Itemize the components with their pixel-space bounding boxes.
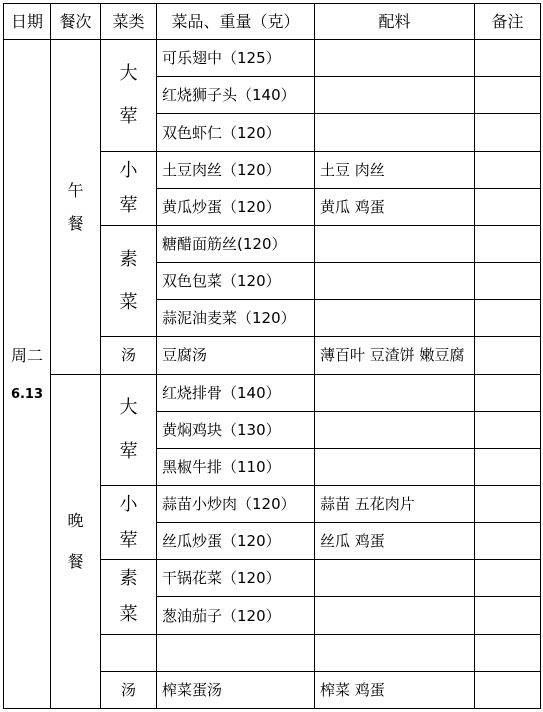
- category-char: 小: [119, 494, 138, 516]
- dish-notes: [475, 597, 541, 634]
- dish-notes: [475, 263, 541, 300]
- dish-notes: [475, 374, 541, 411]
- dish-notes: [475, 77, 541, 114]
- dish-notes: [475, 114, 541, 151]
- category-soup: 汤: [101, 671, 157, 708]
- category-soup: 汤: [101, 337, 157, 374]
- category-small-meat: [101, 486, 157, 560]
- dish-notes: [475, 225, 541, 262]
- table-row: [4, 374, 541, 411]
- dish-ingredients: [315, 263, 475, 300]
- date-num: 6.13: [10, 386, 44, 402]
- dish-name: 黄瓜炒蛋（120）: [157, 188, 315, 225]
- dish-name: 蒜苗小炒肉（120）: [157, 486, 315, 523]
- meal-lunch-char: 餐: [67, 213, 84, 233]
- dish-notes: [475, 523, 541, 560]
- dish-name: 丝瓜炒蛋（120）: [157, 523, 315, 560]
- dish-name: 榨菜蛋汤: [157, 671, 315, 708]
- dish-ingredients: [315, 597, 475, 634]
- dish-notes: [475, 634, 541, 671]
- dish-name: 红烧排骨（140）: [157, 374, 315, 411]
- category-char: 荤: [119, 195, 138, 217]
- dish-name: 土豆肉丝（120）: [157, 151, 315, 188]
- dish-ingredients: [315, 225, 475, 262]
- header-dish: 菜品、重量（克）: [157, 4, 315, 40]
- dish-notes: [475, 40, 541, 77]
- dish-notes: [475, 486, 541, 523]
- category-char: 菜: [119, 603, 138, 625]
- category-char: 大: [119, 62, 138, 84]
- dish-ingredients: 榨菜 鸡蛋: [315, 671, 475, 708]
- category-big-meat: [101, 40, 157, 151]
- dish-name: 可乐翅中（125）: [157, 40, 315, 77]
- dish-ingredients: [315, 634, 475, 671]
- dish-name: 黑椒牛排（110）: [157, 448, 315, 485]
- meal-dinner-char: 餐: [67, 552, 84, 572]
- category-empty: [101, 634, 157, 671]
- meal-dinner: [51, 374, 101, 708]
- dish-ingredients: 黄瓜 鸡蛋: [315, 188, 475, 225]
- dish-ingredients: [315, 40, 475, 77]
- header-ingredients: 配料: [315, 4, 475, 40]
- header-row: [4, 4, 541, 40]
- category-char: 荤: [119, 440, 138, 462]
- dish-name: 双色包菜（120）: [157, 263, 315, 300]
- category-char: 素: [119, 248, 138, 270]
- dish-notes: [475, 188, 541, 225]
- dish-notes: [475, 300, 541, 337]
- dish-ingredients: 薄百叶 豆渣饼 嫩豆腐: [315, 337, 475, 374]
- dish-name: 葱油茄子（120）: [157, 597, 315, 634]
- category-char: 荤: [119, 529, 138, 551]
- table-row: [4, 40, 541, 77]
- date-cell: [4, 40, 51, 709]
- category-veg: [101, 225, 157, 336]
- dish-name: 干锅花菜（120）: [157, 560, 315, 597]
- dish-notes: [475, 411, 541, 448]
- dish-ingredients: [315, 411, 475, 448]
- dish-name: 双色虾仁（120）: [157, 114, 315, 151]
- header-notes: 备注: [475, 4, 541, 40]
- dish-name: 豆腐汤: [157, 337, 315, 374]
- category-veg: [101, 560, 157, 634]
- category-char: 大: [119, 397, 138, 419]
- meal-lunch-char: 午: [67, 180, 84, 200]
- menu-table: [3, 3, 541, 709]
- header-category: 菜类: [101, 4, 157, 40]
- dish-name: 蒜泥油麦菜（120）: [157, 300, 315, 337]
- dish-notes: [475, 560, 541, 597]
- meal-lunch: [51, 40, 101, 374]
- category-char: 菜: [119, 292, 138, 314]
- category-char: 荤: [119, 106, 138, 128]
- dish-notes: [475, 151, 541, 188]
- header-date: 日期: [4, 4, 51, 40]
- dish-notes: [475, 448, 541, 485]
- header-meal: 餐次: [51, 4, 101, 40]
- meal-dinner-char: 晚: [67, 511, 84, 531]
- category-char: 素: [119, 568, 138, 590]
- dish-name: [157, 634, 315, 671]
- dish-ingredients: [315, 448, 475, 485]
- dish-notes: [475, 671, 541, 708]
- dish-ingredients: 土豆 肉丝: [315, 151, 475, 188]
- date-day: 周二: [10, 345, 43, 365]
- dish-name: 红烧狮子头（140）: [157, 77, 315, 114]
- dish-ingredients: [315, 77, 475, 114]
- dish-notes: [475, 337, 541, 374]
- dish-ingredients: 蒜苗 五花肉片: [315, 486, 475, 523]
- category-char: 小: [119, 159, 138, 181]
- dish-ingredients: [315, 560, 475, 597]
- dish-name: 黄焖鸡块（130）: [157, 411, 315, 448]
- dish-ingredients: [315, 114, 475, 151]
- dish-ingredients: 丝瓜 鸡蛋: [315, 523, 475, 560]
- dish-name: 糖醋面筋丝(120）: [157, 225, 315, 262]
- dish-ingredients: [315, 374, 475, 411]
- category-small-meat: [101, 151, 157, 225]
- dish-ingredients: [315, 300, 475, 337]
- category-big-meat: [101, 374, 157, 485]
